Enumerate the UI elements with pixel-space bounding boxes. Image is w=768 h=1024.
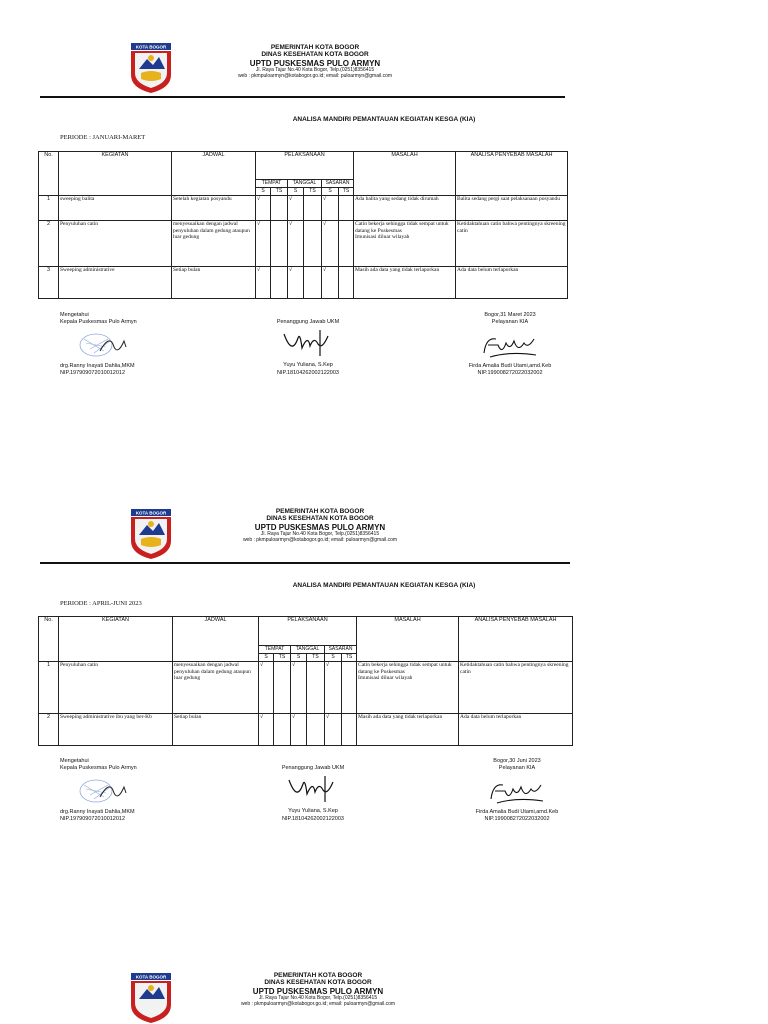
header-ts: TS: [274, 654, 291, 662]
right-title: Pelayanan KIA: [491, 319, 529, 326]
signature-block-left: [60, 312, 140, 378]
row-masalah: Masih ada data yang tidak terlaporkan: [357, 714, 459, 746]
row-analisa: Ada data belum terlaporkan: [459, 714, 573, 746]
header-s: S: [322, 188, 339, 196]
row-no: 1: [39, 662, 59, 714]
letterhead-web: web : pkmpuloarmyn@kotabogor.go.id; email: puloarmyn@gmail.com: [242, 536, 398, 543]
row-analisa: Balita sedang pergi saat pelaksanaan posyandu: [456, 196, 568, 221]
header-tempat: TEMPAT: [259, 646, 291, 654]
row-masalah: Ada balita yang sedang tidak dirumah: [354, 196, 456, 221]
row-masalah: Catin bekerja sehingga tidak sempat untuk datang ke Puskesmas Imunisasi diluar wilayah: [354, 221, 456, 267]
check-mark: √: [291, 662, 307, 714]
header-ts: TS: [339, 188, 354, 196]
left-title2: Kepala Puskesmas Pulo Armyn: [60, 765, 137, 772]
kota-bogor-logo: [131, 43, 171, 93]
left-nip: NIP.197909072010012012: [60, 370, 126, 377]
header-masalah: MASALAH: [354, 152, 456, 196]
left-name: drg.Ranny Inayati Dahlia,MKM: [60, 362, 135, 369]
right-nip: NIP.199008272022032002: [477, 370, 543, 377]
header-s: S: [256, 188, 271, 196]
row-kegiatan: Penyuluhan catin: [59, 662, 173, 714]
header-jadwal: JADWAL: [172, 152, 256, 196]
header-ts: TS: [342, 654, 357, 662]
check-mark: √: [256, 196, 271, 221]
check-mark: √: [259, 662, 274, 714]
header-sasaran: SASARAN: [322, 180, 354, 188]
left-name: drg.Ranny Inayati Dahlia,MKM: [60, 808, 135, 815]
header-no: No.: [39, 152, 59, 196]
right-title: Pelayanan KIA: [498, 765, 536, 772]
header-kegiatan: KEGIATAN: [59, 617, 173, 662]
check-mark: √: [288, 267, 304, 299]
check-mark: √: [322, 267, 339, 299]
letterhead-line3: UPTD PUSKESMAS PULO ARMYN: [249, 58, 381, 68]
kia-table-1: [38, 151, 568, 299]
row-jadwal: Setiap bulan: [172, 267, 256, 299]
header-s: S: [291, 654, 307, 662]
row-no: 1: [39, 196, 59, 221]
signature-right-image: [477, 773, 557, 809]
letterhead-address: Jl. Raya Tajur No.40 Kota Bogor, Telp.(0251)8356415: [258, 995, 378, 1002]
right-date: Bogor,31 Maret 2023: [484, 312, 536, 318]
signature-block-mid: [258, 758, 368, 823]
header-ts: TS: [304, 188, 322, 196]
header-s: S: [288, 188, 304, 196]
check-mark: √: [325, 714, 342, 746]
letterhead-address: Jl. Raya Tajur No.40 Kota Bogor, Telp.(0251)8356415: [255, 67, 375, 74]
header-analisa: ANALISA PENYEBAB MASALAH: [456, 152, 568, 196]
kota-bogor-logo: [131, 973, 171, 1023]
header-jadwal: JADWAL: [173, 617, 259, 662]
right-nip: NIP.199008272022032002: [484, 816, 550, 823]
letterhead-line3: UPTD PUSKESMAS PULO ARMYN: [254, 522, 386, 532]
row-analisa: Ketidaktahuan catin bahwa pentingnya skreening catin: [456, 221, 568, 267]
header-divider: [40, 562, 570, 564]
check-mark: √: [322, 196, 339, 221]
document-title: ANALISA MANDIRI PEMANTAUAN KEGIATAN KESGA (KIA): [292, 582, 476, 589]
right-date: Bogor,30 Juni 2023: [493, 758, 541, 764]
mid-title: Penanggung Jawab UKM: [276, 319, 340, 325]
check-mark: √: [259, 714, 274, 746]
left-title1: Mengetahui: [60, 758, 89, 764]
header-ts: TS: [271, 188, 288, 196]
row-jadwal: menyesuaikan dengan jadwal penyuluhan dalam gedung ataupun luar gedung: [173, 662, 259, 714]
svg-text:KOTA BOGOR: KOTA BOGOR: [135, 974, 167, 980]
svg-text:KOTA BOGOR: KOTA BOGOR: [135, 510, 167, 516]
row-jadwal: Setiap bulan: [173, 714, 259, 746]
row-analisa: Ketidaktahuan catin bahwa pentingnya skreening catin: [459, 662, 573, 714]
header-pelaksanaan: PELAKSANAAN: [256, 152, 354, 180]
row-no: 2: [39, 714, 59, 746]
check-mark: √: [322, 221, 339, 267]
check-mark: √: [288, 221, 304, 267]
signature-right-image: [470, 327, 550, 363]
header-tempat: TEMPAT: [256, 180, 288, 188]
signature-mid-image: [268, 326, 348, 362]
mid-nip: NIP.18104262002122003: [282, 815, 344, 822]
row-no: 2: [39, 221, 59, 267]
letterhead-line1: PEMERINTAH KOTA BOGOR: [275, 508, 365, 515]
letterhead-web: web : pkmpuloarmyn@kotabogor.go.id; email: puloarmyn@gmail.com: [237, 72, 393, 79]
header-masalah: MASALAH: [357, 617, 459, 662]
check-mark: √: [325, 662, 342, 714]
right-name: Firda Amalia Budi Utami,amd.Keb: [468, 362, 552, 369]
header-tanggal: TANGGAL: [288, 180, 322, 188]
mid-name: Yuyu Yuliana, S.Kep: [283, 362, 333, 369]
row-no: 3: [39, 267, 59, 299]
row-analisa: Ada data belum terlaporkan: [456, 267, 568, 299]
table-row: [39, 662, 573, 714]
letterhead-line1: PEMERINTAH KOTA BOGOR: [270, 44, 360, 51]
signature-left-image: [60, 773, 140, 809]
header-s: S: [259, 654, 274, 662]
signature-block-right: [455, 312, 565, 378]
row-masalah: Catin bekerja sehingga tidak sempat untuk datang ke Puskesmas Imunisasi diluar wilayah: [357, 662, 459, 714]
document-title: ANALISA MANDIRI PEMANTAUAN KEGIATAN KESGA (KIA): [292, 116, 476, 123]
row-kegiatan: Penyuluhan catin: [59, 221, 172, 267]
letterhead-web: web : pkmpuloarmyn@kotabogor.go.id; email: puloarmyn@gmail.com: [240, 1000, 396, 1007]
mid-name: Yuyu Yuliana, S.Kep: [288, 808, 338, 815]
kia-table-2: [38, 616, 573, 746]
signature-block-left: [60, 758, 140, 824]
row-kegiatan: sweeping balita: [59, 196, 172, 221]
header-ts: TS: [307, 654, 325, 662]
left-title1: Mengetahui: [60, 312, 89, 318]
letterhead-line1: PEMERINTAH KOTA BOGOR: [273, 972, 363, 979]
letterhead-line2: DINAS KESEHATAN KOTA BOGOR: [266, 515, 374, 523]
signature-block-right: [462, 758, 572, 824]
header-s: S: [325, 654, 342, 662]
table-row: [39, 267, 568, 299]
left-nip: NIP.197909072010012012: [60, 816, 126, 823]
mid-nip: NIP.18104262002122003: [277, 369, 339, 376]
signature-mid-image: [273, 772, 353, 808]
check-mark: √: [291, 714, 307, 746]
periode-label: PERIODE : APRIL-JUNI 2023: [60, 600, 142, 607]
check-mark: √: [256, 221, 271, 267]
left-title2: Kepala Puskesmas Pulo Armyn: [60, 319, 137, 326]
check-mark: √: [256, 267, 271, 299]
header-kegiatan: KEGIATAN: [59, 152, 172, 196]
header-tanggal: TANGGAL: [291, 646, 325, 654]
signature-left-image: [60, 327, 140, 363]
header-divider: [40, 96, 565, 98]
row-jadwal: Setelah kegiatan posyandu: [172, 196, 256, 221]
row-kegiatan: Sweeping administrative: [59, 267, 172, 299]
letterhead: [183, 972, 453, 1008]
row-kegiatan: Sweeping administrative ibu yang ber-Kb: [59, 714, 173, 746]
kota-bogor-logo: [131, 509, 171, 559]
table-row: [39, 196, 568, 221]
row-masalah: Masih ada data yang tidak terlaporkan: [354, 267, 456, 299]
letterhead: [185, 508, 455, 544]
row-jadwal: menyesuaikan dengan jadwal penyuluhan dalam gedung ataupun luar gedung: [172, 221, 256, 267]
check-mark: √: [288, 196, 304, 221]
table-row: [39, 221, 568, 267]
letterhead-line2: DINAS KESEHATAN KOTA BOGOR: [264, 979, 372, 987]
header-analisa: ANALISA PENYEBAB MASALAH: [459, 617, 573, 662]
letterhead-line2: DINAS KESEHATAN KOTA BOGOR: [261, 51, 369, 59]
header-no: No.: [39, 617, 59, 662]
page-1: [0, 0, 768, 377]
letterhead-line3: UPTD PUSKESMAS PULO ARMYN: [252, 986, 384, 996]
right-name: Firda Amalia Budi Utami,amd.Keb: [475, 808, 559, 815]
signature-block-mid: [253, 312, 363, 377]
svg-text:KOTA BOGOR: KOTA BOGOR: [135, 44, 167, 50]
table-row: [39, 714, 573, 746]
letterhead-address: Jl. Raya Tajur No.40 Kota Bogor, Telp.(0251)8356415: [260, 531, 380, 538]
periode-label: PERIODE : JANUARI-MARET: [60, 134, 146, 141]
header-pelaksanaan: PELAKSANAAN: [259, 617, 357, 646]
letterhead: [180, 44, 450, 80]
mid-title: Penanggung Jawab UKM: [281, 765, 345, 771]
header-sasaran: SASARAN: [325, 646, 357, 654]
